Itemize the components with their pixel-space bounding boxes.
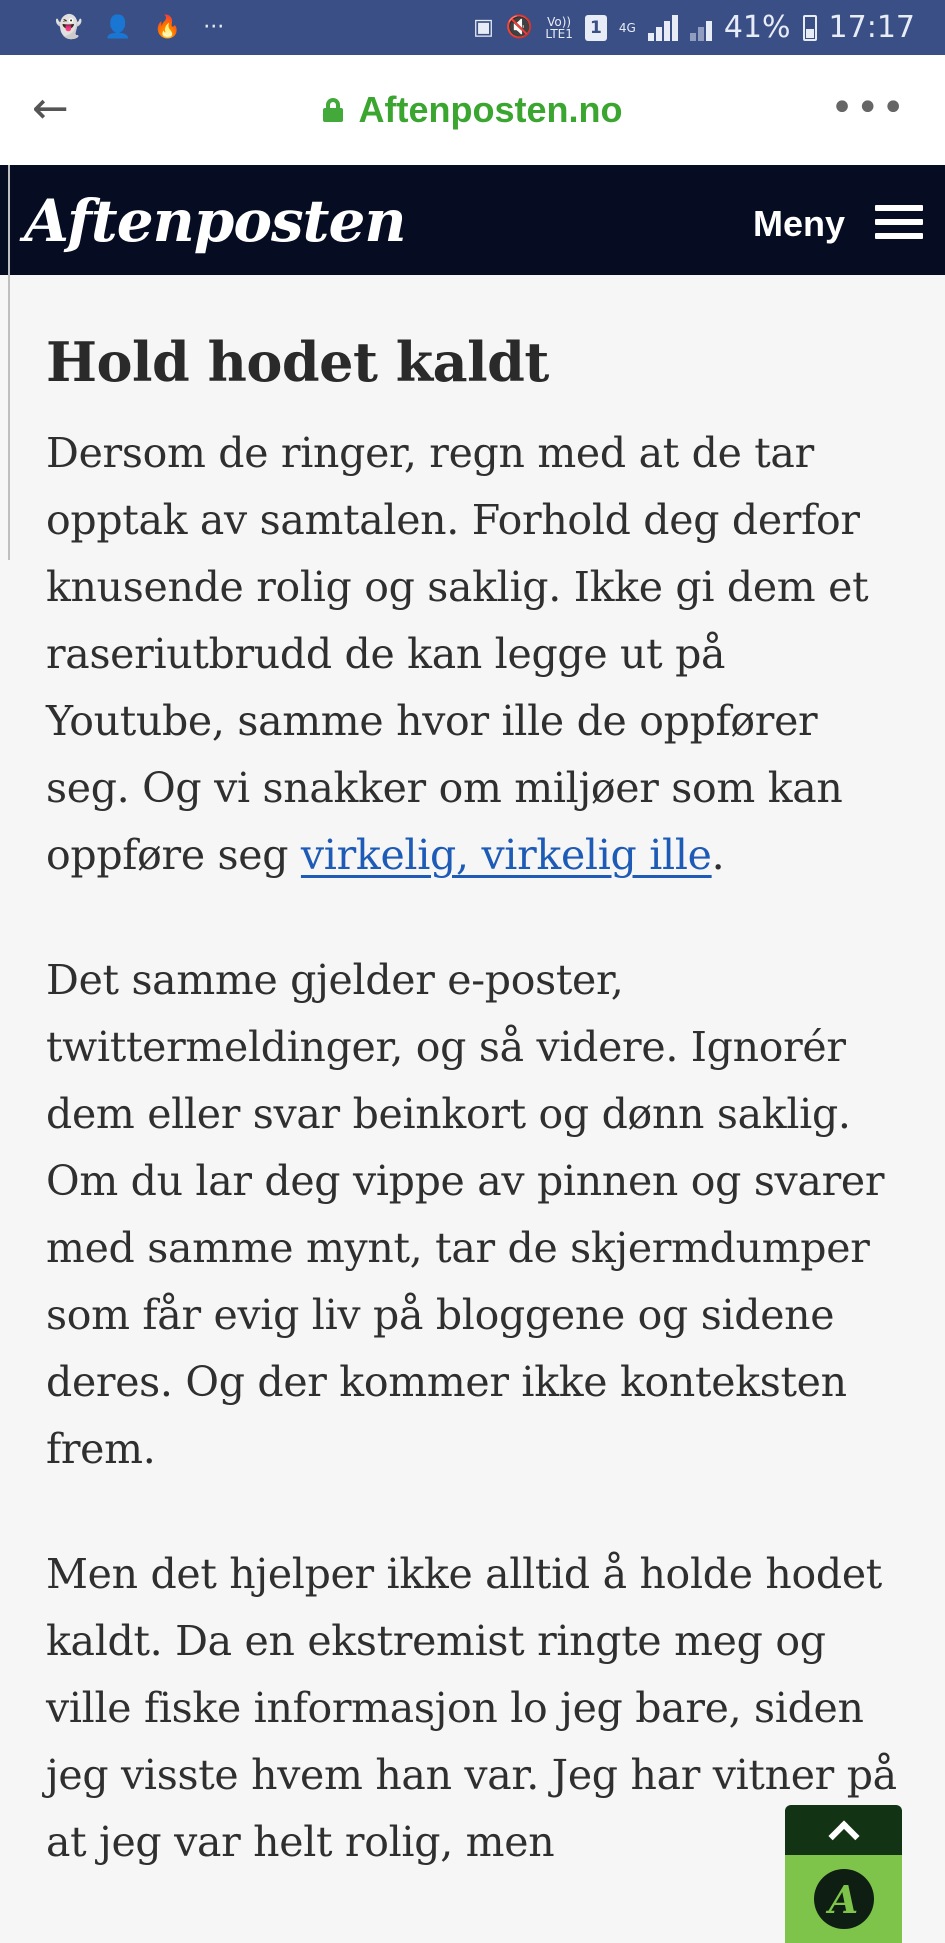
paragraph-2: Det samme gjelder e-poster, twittermeldinger, og så videre. Ignorér dem eller svar beinkort og dønn saklig. Om du lar deg vippe av pinnen og svarer med samme mynt, tar de skjermdumper som får evig liv på bloggene og sidene deres. Og der kommer ikke konteksten frem. — [46, 956, 885, 1473]
tinder-icon: 🔥 — [153, 15, 182, 40]
signal-icon-2 — [690, 15, 712, 41]
snapchat-icon: 👻 — [55, 15, 83, 40]
volte-indicator: Vo)) LTE1 — [545, 14, 573, 41]
status-bar — [0, 0, 945, 55]
system-icons — [473, 10, 915, 45]
brand-badge-button[interactable] — [785, 1855, 902, 1943]
paragraph-1: Dersom de ringer, regn med at de tar opptak av samtalen. Forhold deg derfor knusende rolig og saklig. Ikke gi dem et raseriutbrudd de kan legge ut på Youtube, samme hvor ille de oppfører seg. Og vi snakker om miljøer som kan oppføre seg virkelig, virkelig ille. — [46, 429, 869, 879]
paragraph-3: Men det hjelper ikke alltid å holde hodet kaldt. Da en ekstremist ringte meg og ville fiske informasjon lo jeg bare, siden jeg visste hvem han var. Jeg har vitner på at jeg var helt rolig, men — [46, 1550, 897, 1866]
menu-label[interactable]: Meny — [752, 203, 845, 244]
battery-icon — [803, 15, 817, 41]
url-text[interactable]: Aftenposten.no — [358, 89, 623, 130]
aftenposten-badge-icon: A — [814, 1869, 874, 1929]
back-arrow-icon[interactable]: ← — [32, 83, 69, 134]
more-notifications: ··· — [203, 15, 225, 40]
notification-icons — [55, 15, 224, 40]
scroll-top-widget[interactable] — [785, 1805, 902, 1943]
article-link[interactable]: virkelig, virkelig ille — [300, 831, 712, 879]
lock-icon — [323, 98, 343, 122]
add-friend-icon: 👤 — [104, 15, 132, 40]
browser-toolbar — [0, 55, 945, 166]
battery-percent: 41% — [723, 10, 791, 45]
browser-menu-button[interactable]: ••• — [830, 85, 907, 131]
address-bar[interactable] — [323, 89, 623, 131]
site-header — [0, 165, 945, 275]
article-body — [46, 330, 906, 1934]
signal-icon — [648, 15, 678, 41]
site-logo[interactable]: Aftenposten — [24, 187, 406, 255]
hamburger-icon[interactable] — [875, 205, 923, 239]
mute-icon: 🔇 — [505, 15, 534, 40]
network-type: 4G — [618, 20, 636, 35]
sim-indicator: 1 — [585, 15, 607, 41]
page-edge — [0, 165, 10, 560]
chevron-up-icon — [828, 1820, 859, 1851]
nfc-icon: ▣ — [473, 15, 494, 40]
clock: 17:17 — [828, 10, 915, 45]
scroll-to-top-button[interactable] — [785, 1805, 902, 1855]
section-heading: Hold hodet kaldt — [46, 330, 549, 394]
